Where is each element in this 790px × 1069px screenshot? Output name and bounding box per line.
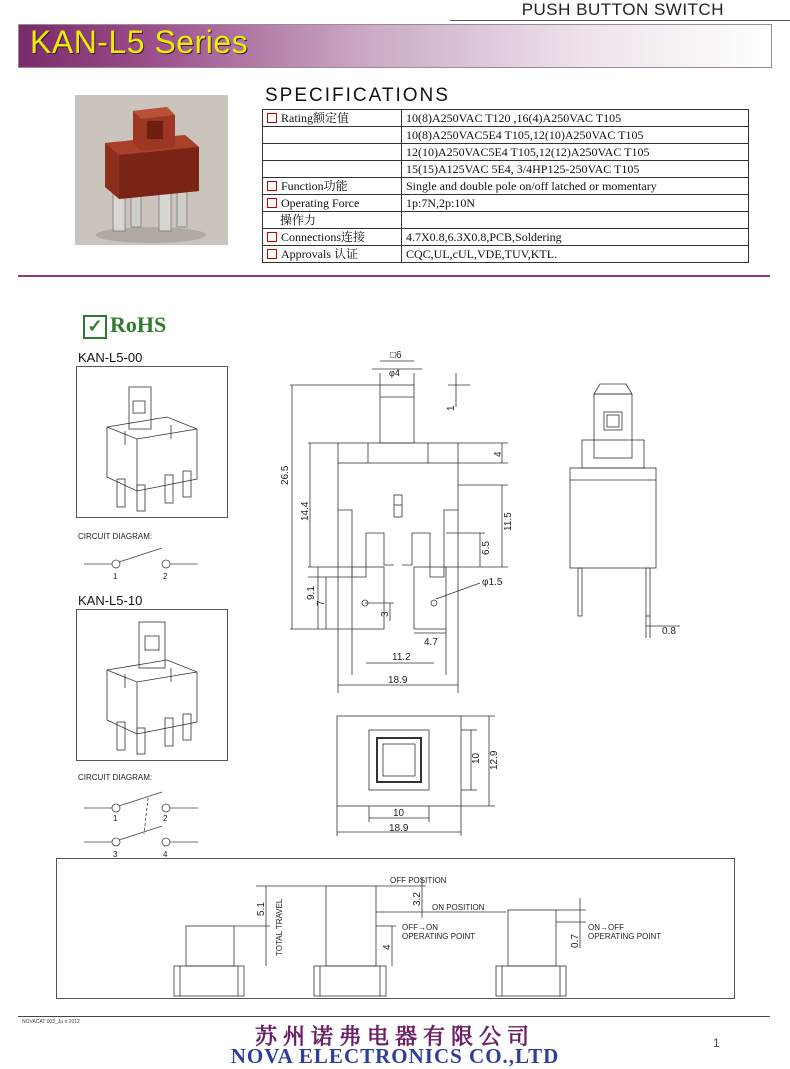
dim-label: 12.9	[489, 750, 500, 770]
spec-row	[263, 229, 749, 246]
model-a-circuit-diagram	[76, 548, 226, 584]
spec-value: Single and double pole on/off latched or momentary	[402, 178, 749, 195]
document-header-title: PUSH BUTTON SWITCH	[521, 0, 724, 19]
specifications-title: SPECIFICATIONS	[265, 85, 450, 106]
dim-label: 11.5	[503, 512, 514, 531]
spec-row	[263, 178, 749, 195]
dim-label: φ4	[389, 368, 400, 378]
checkbox-icon	[267, 198, 277, 208]
dim-label: 3.2	[412, 892, 423, 906]
travel-diagram	[56, 858, 736, 1003]
dim-label: φ1.5	[482, 577, 503, 588]
footer-rule	[18, 1016, 770, 1017]
spec-label: Rating额定值	[281, 110, 349, 125]
dim-label: 10	[393, 808, 405, 819]
terminal-label: 3	[113, 850, 118, 859]
side-view-drawing	[560, 380, 690, 640]
model-b-circuit-label: CIRCUIT DIAGRAM:	[78, 773, 153, 782]
model-a-name: KAN-L5-00	[78, 350, 143, 365]
model-b-drawing	[76, 609, 228, 761]
specifications-table	[262, 109, 749, 263]
spec-value: 10(8)A250VAC5E4 T105,12(10)A250VAC T105	[402, 127, 749, 144]
spec-label: 操作力	[280, 212, 317, 227]
dim-label: 11.2	[392, 652, 411, 663]
spec-label	[263, 144, 402, 161]
dim-label: 0.8	[662, 626, 676, 637]
dim-label: 5.1	[256, 902, 267, 916]
spec-row	[263, 195, 749, 212]
dim-label: 3	[380, 611, 391, 617]
spec-value: CQC,UL,cUL,VDE,TUV,KTL.	[402, 246, 749, 263]
header-rule	[450, 20, 790, 21]
travel-label: ON→OFF	[588, 923, 624, 932]
model-a-drawing	[76, 366, 228, 518]
spec-label: Function功能	[281, 178, 348, 193]
product-photo	[75, 95, 228, 245]
spec-label: Operating Force	[281, 195, 360, 210]
terminal-label: 2	[163, 572, 168, 581]
spec-row	[263, 212, 749, 229]
terminal-label: 1	[113, 814, 118, 823]
dim-label: 14.4	[300, 501, 311, 521]
spec-value: 1p:7N,2p:10N	[402, 195, 749, 212]
company-name-en: NOVA ELECTRONICS CO.,LTD	[230, 1044, 560, 1068]
travel-label: TOTAL TRAVEL	[275, 898, 284, 956]
checkbox-icon	[267, 181, 277, 191]
spec-label: Approvals 认证	[281, 246, 358, 261]
spec-row	[263, 127, 749, 144]
dim-label: 4.7	[424, 637, 438, 648]
travel-label: ON POSITION	[432, 903, 485, 912]
spec-row	[263, 161, 749, 178]
terminal-label: 2	[163, 814, 168, 823]
travel-label: OPERATING POINT	[402, 932, 476, 941]
page-number: 1	[713, 1036, 720, 1050]
dim-label: 18.9	[389, 823, 409, 834]
travel-label: OPERATING POINT	[588, 932, 662, 941]
dim-label: 4	[382, 944, 393, 950]
spec-value: 12(10)A250VAC5E4 T105,12(12)A250VAC T105	[402, 144, 749, 161]
spec-row	[263, 110, 749, 127]
checkbox-icon	[267, 113, 277, 123]
terminal-label: 4	[163, 850, 168, 859]
travel-label: OFF→ON	[402, 923, 438, 932]
rohs-mark	[83, 312, 166, 339]
spec-value: 15(15)A125VAC 5E4, 3/4HP125-250VAC T105	[402, 161, 749, 178]
dim-label: 6.5	[481, 541, 492, 555]
dim-label: 1	[446, 405, 457, 411]
spec-row	[263, 144, 749, 161]
dim-label: 0.7	[570, 934, 581, 948]
model-b-circuit-diagram	[76, 790, 226, 862]
rohs-check-icon: ✓	[83, 315, 107, 339]
front-view-drawing	[270, 345, 520, 700]
spec-label: Connections连接	[281, 229, 365, 244]
spec-value	[402, 212, 749, 229]
spec-label	[263, 161, 402, 178]
spec-value: 10(8)A250VAC T120 ,16(4)A250VAC T105	[402, 110, 749, 127]
checkbox-icon	[267, 249, 277, 259]
series-title: KAN-L5 Series	[30, 24, 249, 60]
bottom-view-drawing	[325, 710, 505, 840]
travel-label: OFF POSITION	[390, 876, 447, 885]
model-a-circuit-label: CIRCUIT DIAGRAM:	[78, 532, 153, 541]
spec-value: 4.7X0.8,6.3X0.8,PCB,Soldering	[402, 229, 749, 246]
section-divider	[18, 275, 770, 277]
dim-label: 4	[493, 451, 504, 457]
dim-label: 18.9	[388, 675, 408, 686]
dim-label: 26.5	[280, 465, 291, 485]
dim-label: 10	[471, 752, 482, 764]
dim-label: 9.1	[306, 586, 317, 600]
dim-label: □6	[390, 350, 402, 361]
spec-row	[263, 246, 749, 263]
model-b-name: KAN-L5-10	[78, 593, 143, 608]
company-name-cn: 苏州诺弗电器有限公司	[254, 1024, 535, 1050]
rohs-label: RoHS	[110, 312, 167, 337]
checkbox-icon	[267, 232, 277, 242]
catalog-code: NOVACAT 003_Ju n.2012	[22, 1019, 80, 1025]
spec-label	[263, 127, 402, 144]
dim-label: 7	[316, 600, 327, 606]
terminal-label: 1	[113, 572, 118, 581]
